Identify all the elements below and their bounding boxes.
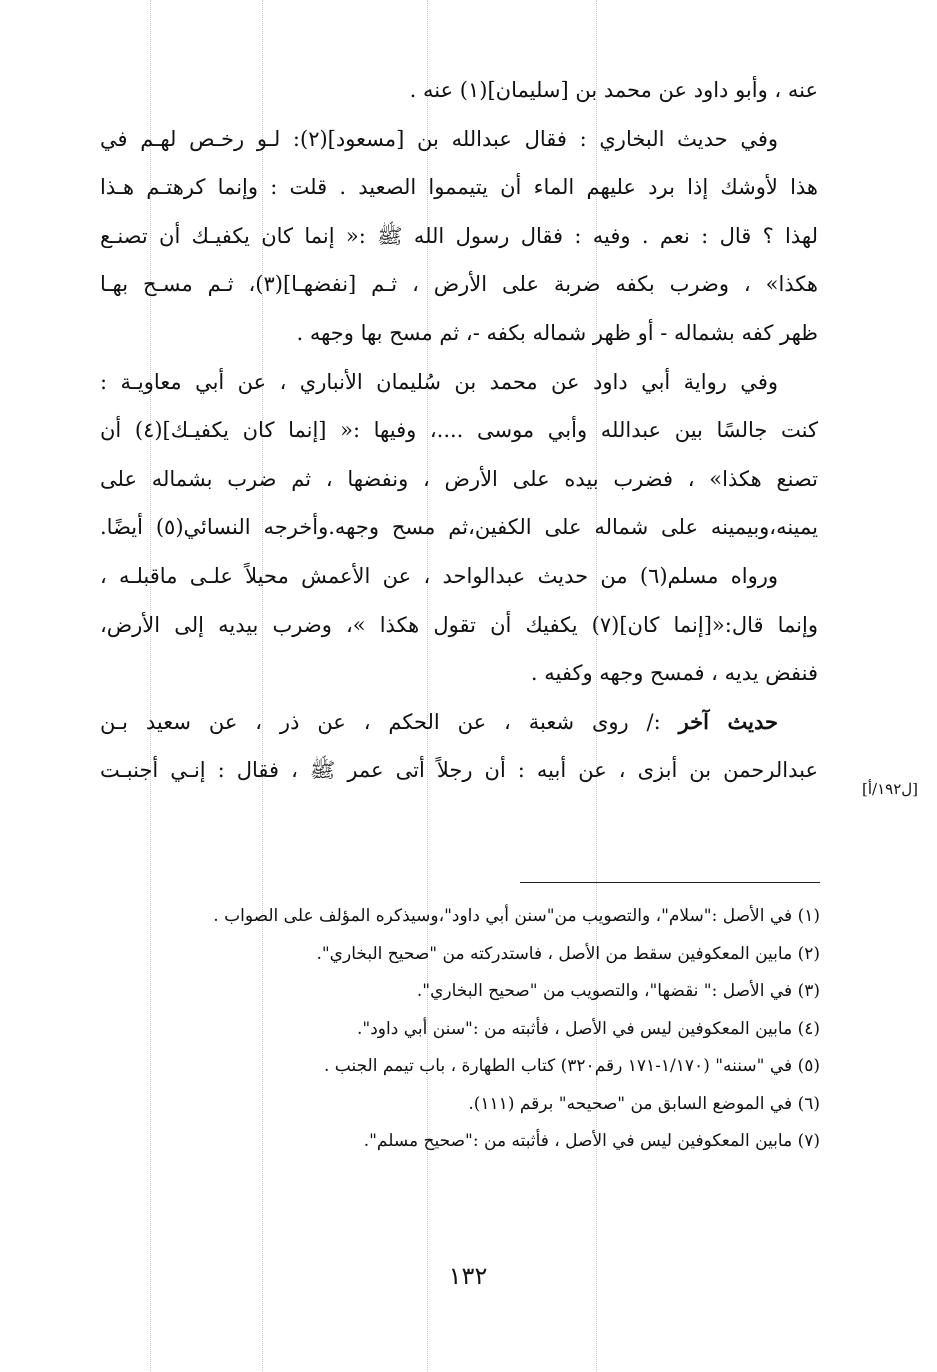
- hadith-text: :/ روى شعبة ، عن الحكم ، عن ذر ، عن سعيد بـن: [100, 709, 679, 734]
- body-line: وفي رواية أبي داود عن محمد بن سُليمان الأنباري ، عن أبي معاويـة :: [100, 369, 778, 394]
- body-line: ورواه مسلم(٦) من حديث عبدالواحد ، عن الأعمش محيلاً علـى ماقبلـه ،: [100, 563, 778, 588]
- manuscript-margin-reference: [ل١٩٢/أ]: [862, 780, 919, 798]
- body-line: هذا لأوشك إذا برد عليهم الماء أن يتيمموا الصعيد . قلت : وإنما كرهتـم هـذا: [100, 175, 818, 200]
- body-line: يمينه،وبيمينه على شماله على الكفين،ثم مسح وجهه.وأخرجه النسائي(٥) أيضًا.: [100, 515, 818, 540]
- body-line: فنفض يديه ، فمسح وجهه وكفيه .: [530, 661, 818, 686]
- body-line: وفي حديث البخاري : فقال عبدالله بن [مسعود](٢): لـو رخـص لهـم في: [100, 126, 778, 151]
- footnote-item: (٧) مابين المعكوفين ليس في الأصل ، فأثبته من :"صحيح مسلم".: [363, 1131, 820, 1151]
- footnote-separator: [520, 882, 820, 883]
- main-text: [100, 66, 818, 795]
- body-line: عبدالرحمن بن أبزى ، عن أبيه : أن رجلاً أتى عمر ﷺ ، فقال : إنـي أجنبـت: [100, 758, 818, 783]
- footnotes: [100, 898, 820, 1161]
- page-number: ١٣٢: [448, 1262, 488, 1290]
- hadith-heading: حديث آخر: [678, 708, 778, 734]
- body-line: وإنما قال:«[إنما كان](٧) يكفيك أن تقول هكذا »، وضرب بيديه إلى الأرض،: [100, 612, 818, 637]
- footnote-item: (٦) في الموضع السابق من "صحيحه" برقم (١١١).: [468, 1093, 820, 1114]
- footnote-item: (٣) في الأصل :" نقضها"، والتصويب من "صحيح البخاري".: [416, 981, 820, 1001]
- footnote-item: (٥) في "سننه" (١/١٧٠-١٧١ رقم٣٢٠) كتاب الطهارة ، باب تيمم الجنب .: [323, 1056, 820, 1076]
- hadith-heading-line: [100, 698, 818, 747]
- footnote-item: (٢) مابين المعكوفين سقط من الأصل ، فاستدركته من "صحيح البخاري".: [316, 943, 820, 964]
- body-line: تصنع هكذا» ، فضرب بيده على الأرض ، ونفضها ، ثم ضرب بشماله على: [100, 466, 818, 491]
- body-line: كنت جالسًا بين عبدالله وأبي موسى ....، وفيها :« [إنما كان يكفيـك](٤) أن: [100, 418, 818, 443]
- body-line: عنه ، وأبو داود عن محمد بن [سليمان](١) عنه .: [409, 78, 818, 102]
- body-line: لهذا ؟ قال : نعم . وفيه : فقال رسول الله ﷺ :« إنما كان يكفيـك أن تصنـع: [100, 223, 818, 248]
- footnote-item: (٤) مابين المعكوفين ليس في الأصل ، فأثبته من :"سنن أبي داود".: [357, 1018, 820, 1039]
- footnote-item: (١) في الأصل :"سلام"، والتصويب من"سنن أبي داود"،وسيذكره المؤلف على الصواب .: [213, 906, 820, 926]
- body-line: هكذا» ، وضرب بكفه ضربة على الأرض ، ثـم [نفضهـا](٣)، ثـم مسـح بهـا: [100, 272, 818, 297]
- body-line: ظهر كفه بشماله - أو ظهر شماله بكفه -، ثم مسح بها وجهه .: [296, 320, 818, 345]
